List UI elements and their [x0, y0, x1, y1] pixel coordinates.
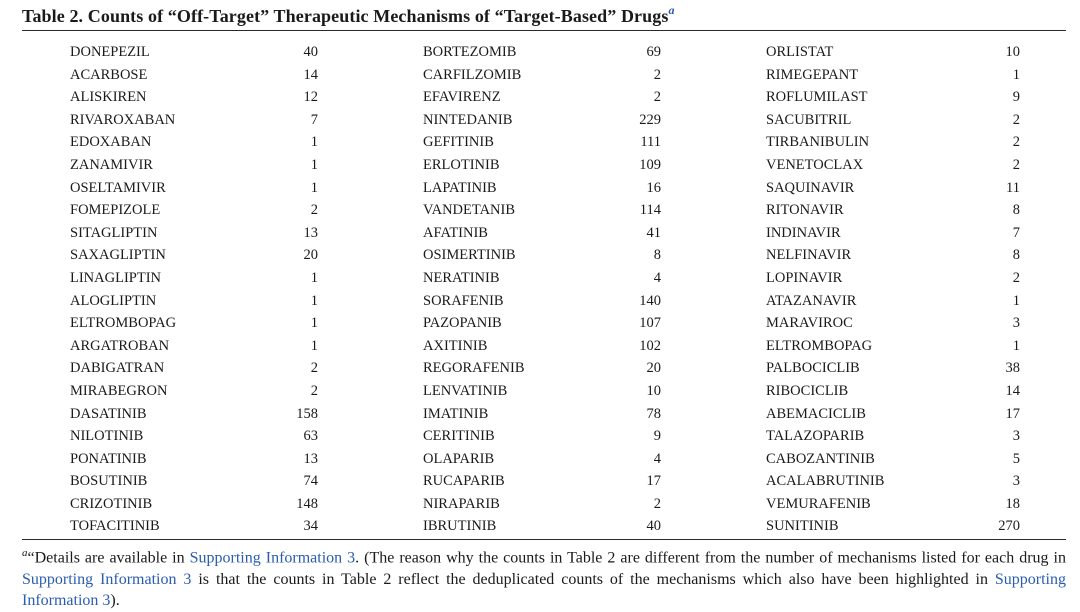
- drug-name-cell: ACARBOSE: [70, 66, 148, 83]
- footnote-marker-link[interactable]: a: [668, 3, 675, 17]
- drug-name-cell: OSIMERTINIB: [423, 247, 516, 264]
- drug-name-cell: VANDETANIB: [423, 202, 516, 219]
- drug-name-cell: IMATINIB: [423, 405, 489, 422]
- drug-counts-table: [0, 41, 1080, 538]
- drug-name-cell: RIVAROXABAN: [70, 111, 176, 128]
- drug-name-cell: RIMEGEPANT: [766, 66, 859, 83]
- table-row: [0, 515, 1080, 538]
- table-top-rule: [22, 30, 1066, 31]
- count-cell: 114: [639, 202, 661, 219]
- count-cell: 1: [310, 134, 318, 151]
- count-cell: 2: [653, 89, 661, 106]
- drug-name-cell: DONEPEZIL: [70, 44, 150, 60]
- drug-name-cell: BORTEZOMIB: [423, 44, 517, 60]
- drug-name-cell: FOMEPIZOLE: [70, 202, 161, 219]
- drug-name-cell: EDOXABAN: [70, 134, 152, 151]
- footnote-text-3: is that the counts in Table 2 reflect the deduplicated counts of the mechanisms which also have been highlighted in: [191, 570, 995, 588]
- drug-name-cell: RUCAPARIB: [423, 473, 505, 490]
- table-row: [0, 493, 1080, 516]
- drug-name-cell: DABIGATRAN: [70, 360, 165, 377]
- count-cell: 14: [303, 66, 318, 83]
- drug-name-cell: ALOGLIPTIN: [70, 292, 157, 309]
- count-cell: 7: [310, 111, 318, 128]
- count-cell: 148: [296, 495, 318, 512]
- count-cell: 13: [303, 224, 318, 241]
- drug-name-cell: DASATINIB: [70, 405, 147, 422]
- count-cell: 2: [1012, 156, 1020, 173]
- table-title: [22, 4, 675, 27]
- drug-name-cell: NERATINIB: [423, 269, 500, 286]
- count-cell: 8: [653, 247, 661, 264]
- table-row: [0, 403, 1080, 426]
- count-cell: 1: [310, 156, 318, 173]
- count-cell: 14: [1005, 382, 1020, 399]
- count-cell: 1: [310, 292, 318, 309]
- drug-name-cell: CABOZANTINIB: [766, 450, 875, 467]
- drug-name-cell: EFAVIRENZ: [423, 89, 501, 106]
- count-cell: 111: [640, 134, 661, 151]
- table-row: [0, 154, 1080, 177]
- footnote-text-4: ).: [110, 592, 120, 610]
- count-cell: 40: [303, 44, 318, 60]
- count-cell: 34: [303, 518, 318, 535]
- footnote-text-2: . (The reason why the counts in Table 2 are different from the number of mechanisms listed for each drug in: [355, 549, 1066, 567]
- supporting-info-link-3[interactable]: Supporting Information 3: [22, 570, 1066, 610]
- table-row: [0, 109, 1080, 132]
- drug-name-cell: RIBOCICLIB: [766, 382, 849, 399]
- count-cell: 63: [303, 428, 318, 445]
- table-row: [0, 199, 1080, 222]
- table-bottom-rule: [22, 539, 1066, 540]
- count-cell: 17: [646, 473, 661, 490]
- count-cell: 2: [653, 495, 661, 512]
- count-cell: 5: [1012, 450, 1020, 467]
- drug-name-cell: RITONAVIR: [766, 202, 844, 219]
- count-cell: 2: [310, 360, 318, 377]
- drug-name-cell: GEFITINIB: [423, 134, 494, 151]
- drug-name-cell: NINTEDANIB: [423, 111, 513, 128]
- drug-name-cell: SORAFENIB: [423, 292, 504, 309]
- count-cell: 9: [1012, 89, 1020, 106]
- table-row: [0, 312, 1080, 335]
- drug-name-cell: VENETOCLAX: [766, 156, 864, 173]
- drug-name-cell: SAXAGLIPTIN: [70, 247, 166, 264]
- table-footnote: $^a$“Details are available in Supporting Information 3. (The reason why the counts in Table 2 are different from the number of mechanisms listed for each drug in Supporting Information 3 is that the counts in Table 2 reflect the deduplicated counts of the mechanisms which also have been highlighted in Supporting Information 3).: [22, 547, 1066, 610]
- drug-name-cell: TIRBANIBULIN: [766, 134, 870, 151]
- count-cell: 2: [310, 202, 318, 219]
- count-cell: 1: [310, 269, 318, 286]
- drug-name-cell: ERLOTINIB: [423, 156, 500, 173]
- table-row: [0, 448, 1080, 471]
- drug-name-cell: VEMURAFENIB: [766, 495, 871, 512]
- drug-name-cell: CERITINIB: [423, 428, 495, 445]
- drug-name-cell: ACALABRUTINIB: [766, 473, 885, 490]
- supporting-info-link-1[interactable]: Supporting Information 3: [189, 549, 356, 567]
- count-cell: 41: [646, 224, 661, 241]
- count-cell: 1: [310, 179, 318, 196]
- drug-name-cell: IBRUTINIB: [423, 518, 497, 535]
- count-cell: 102: [639, 337, 661, 354]
- table-row: [0, 380, 1080, 403]
- count-cell: 13: [303, 450, 318, 467]
- drug-name-cell: LINAGLIPTIN: [70, 269, 162, 286]
- drug-name-cell: ZANAMIVIR: [70, 156, 153, 173]
- drug-name-cell: CRIZOTINIB: [70, 495, 153, 512]
- count-cell: 4: [653, 269, 661, 286]
- count-cell: 74: [303, 473, 318, 490]
- count-cell: 8: [1012, 247, 1020, 264]
- drug-name-cell: SITAGLIPTIN: [70, 224, 158, 241]
- table-row: [0, 335, 1080, 358]
- table-row: [0, 177, 1080, 200]
- drug-name-cell: OLAPARIB: [423, 450, 495, 467]
- count-cell: 16: [646, 179, 661, 196]
- count-cell: 107: [639, 315, 661, 332]
- count-cell: 3: [1012, 473, 1020, 490]
- drug-name-cell: SUNITINIB: [766, 518, 839, 535]
- count-cell: 12: [303, 89, 318, 106]
- count-cell: 158: [296, 405, 318, 422]
- drug-name-cell: OSELTAMIVIR: [70, 179, 166, 196]
- drug-name-cell: NELFINAVIR: [766, 247, 852, 264]
- drug-name-cell: AXITINIB: [423, 337, 488, 354]
- drug-name-cell: ALISKIREN: [70, 89, 147, 106]
- drug-name-cell: AFATINIB: [423, 224, 488, 241]
- count-cell: 2: [1012, 134, 1020, 151]
- drug-name-cell: ROFLUMILAST: [766, 89, 868, 106]
- drug-name-cell: MIRABEGRON: [70, 382, 168, 399]
- drug-name-cell: PAZOPANIB: [423, 315, 502, 332]
- drug-name-cell: LENVATINIB: [423, 382, 508, 399]
- table-row: [0, 86, 1080, 109]
- count-cell: 2: [1012, 111, 1020, 128]
- count-cell: 8: [1012, 202, 1020, 219]
- count-cell: 20: [303, 247, 318, 264]
- drug-name-cell: ELTROMBOPAG: [70, 315, 177, 332]
- count-cell: 4: [653, 450, 661, 467]
- count-cell: 1: [1012, 292, 1020, 309]
- drug-name-cell: BOSUTINIB: [70, 473, 148, 490]
- count-cell: 140: [639, 292, 661, 309]
- table-row: [0, 267, 1080, 290]
- drug-name-cell: ARGATROBAN: [70, 337, 170, 354]
- table-row: [0, 64, 1080, 87]
- count-cell: 17: [1005, 405, 1020, 422]
- count-cell: 2: [310, 382, 318, 399]
- drug-name-cell: LOPINAVIR: [766, 269, 843, 286]
- count-cell: 1: [1012, 337, 1020, 354]
- count-cell: 1: [310, 337, 318, 354]
- count-cell: 18: [1005, 495, 1020, 512]
- count-cell: 109: [639, 156, 661, 173]
- table-row: [0, 357, 1080, 380]
- count-cell: 11: [1006, 179, 1020, 196]
- count-cell: 229: [639, 111, 661, 128]
- count-cell: 270: [998, 518, 1020, 535]
- count-cell: 2: [1012, 269, 1020, 286]
- drug-name-cell: SACUBITRIL: [766, 111, 852, 128]
- drug-name-cell: ORLISTAT: [766, 44, 834, 60]
- footnote-text-1: Details are available in: [34, 549, 190, 567]
- count-cell: 1: [310, 315, 318, 332]
- table-title-text: Table 2. Counts of “Off-Target” Therapeutic Mechanisms of “Target-Based” Drugs: [22, 6, 669, 26]
- drug-name-cell: INDINAVIR: [766, 224, 841, 241]
- count-cell: 20: [646, 360, 661, 377]
- drug-name-cell: ATAZANAVIR: [766, 292, 857, 309]
- count-cell: 1: [1012, 66, 1020, 83]
- drug-name-cell: REGORAFENIB: [423, 360, 525, 377]
- drug-name-cell: NILOTINIB: [70, 428, 144, 445]
- drug-name-cell: ABEMACICLIB: [766, 405, 866, 422]
- drug-name-cell: SAQUINAVIR: [766, 179, 855, 196]
- footnote-marker: a: [22, 547, 28, 559]
- count-cell: 38: [1005, 360, 1020, 377]
- supporting-info-link-2[interactable]: Supporting Information 3: [22, 570, 192, 588]
- count-cell: 10: [646, 382, 661, 399]
- table-row: [0, 41, 1080, 64]
- table-row: [0, 290, 1080, 313]
- count-cell: 10: [1005, 44, 1020, 60]
- count-cell: 69: [646, 44, 661, 60]
- drug-name-cell: NIRAPARIB: [423, 495, 500, 512]
- count-cell: 3: [1012, 428, 1020, 445]
- drug-name-cell: PONATINIB: [70, 450, 147, 467]
- drug-name-cell: CARFILZOMIB: [423, 66, 522, 83]
- table-row: [0, 131, 1080, 154]
- drug-name-cell: MARAVIROC: [766, 315, 853, 332]
- count-cell: 78: [646, 405, 661, 422]
- count-cell: 40: [646, 518, 661, 535]
- table-row: [0, 222, 1080, 245]
- count-cell: 7: [1012, 224, 1020, 241]
- drug-name-cell: LAPATINIB: [423, 179, 497, 196]
- drug-name-cell: ELTROMBOPAG: [766, 337, 873, 354]
- count-cell: 3: [1012, 315, 1020, 332]
- table-row: [0, 470, 1080, 493]
- drug-name-cell: PALBOCICLIB: [766, 360, 860, 377]
- drug-name-cell: TOFACITINIB: [70, 518, 160, 535]
- drug-name-cell: TALAZOPARIB: [766, 428, 865, 445]
- count-cell: 2: [653, 66, 661, 83]
- table-row: [0, 425, 1080, 448]
- table-row: [0, 244, 1080, 267]
- count-cell: 9: [653, 428, 661, 445]
